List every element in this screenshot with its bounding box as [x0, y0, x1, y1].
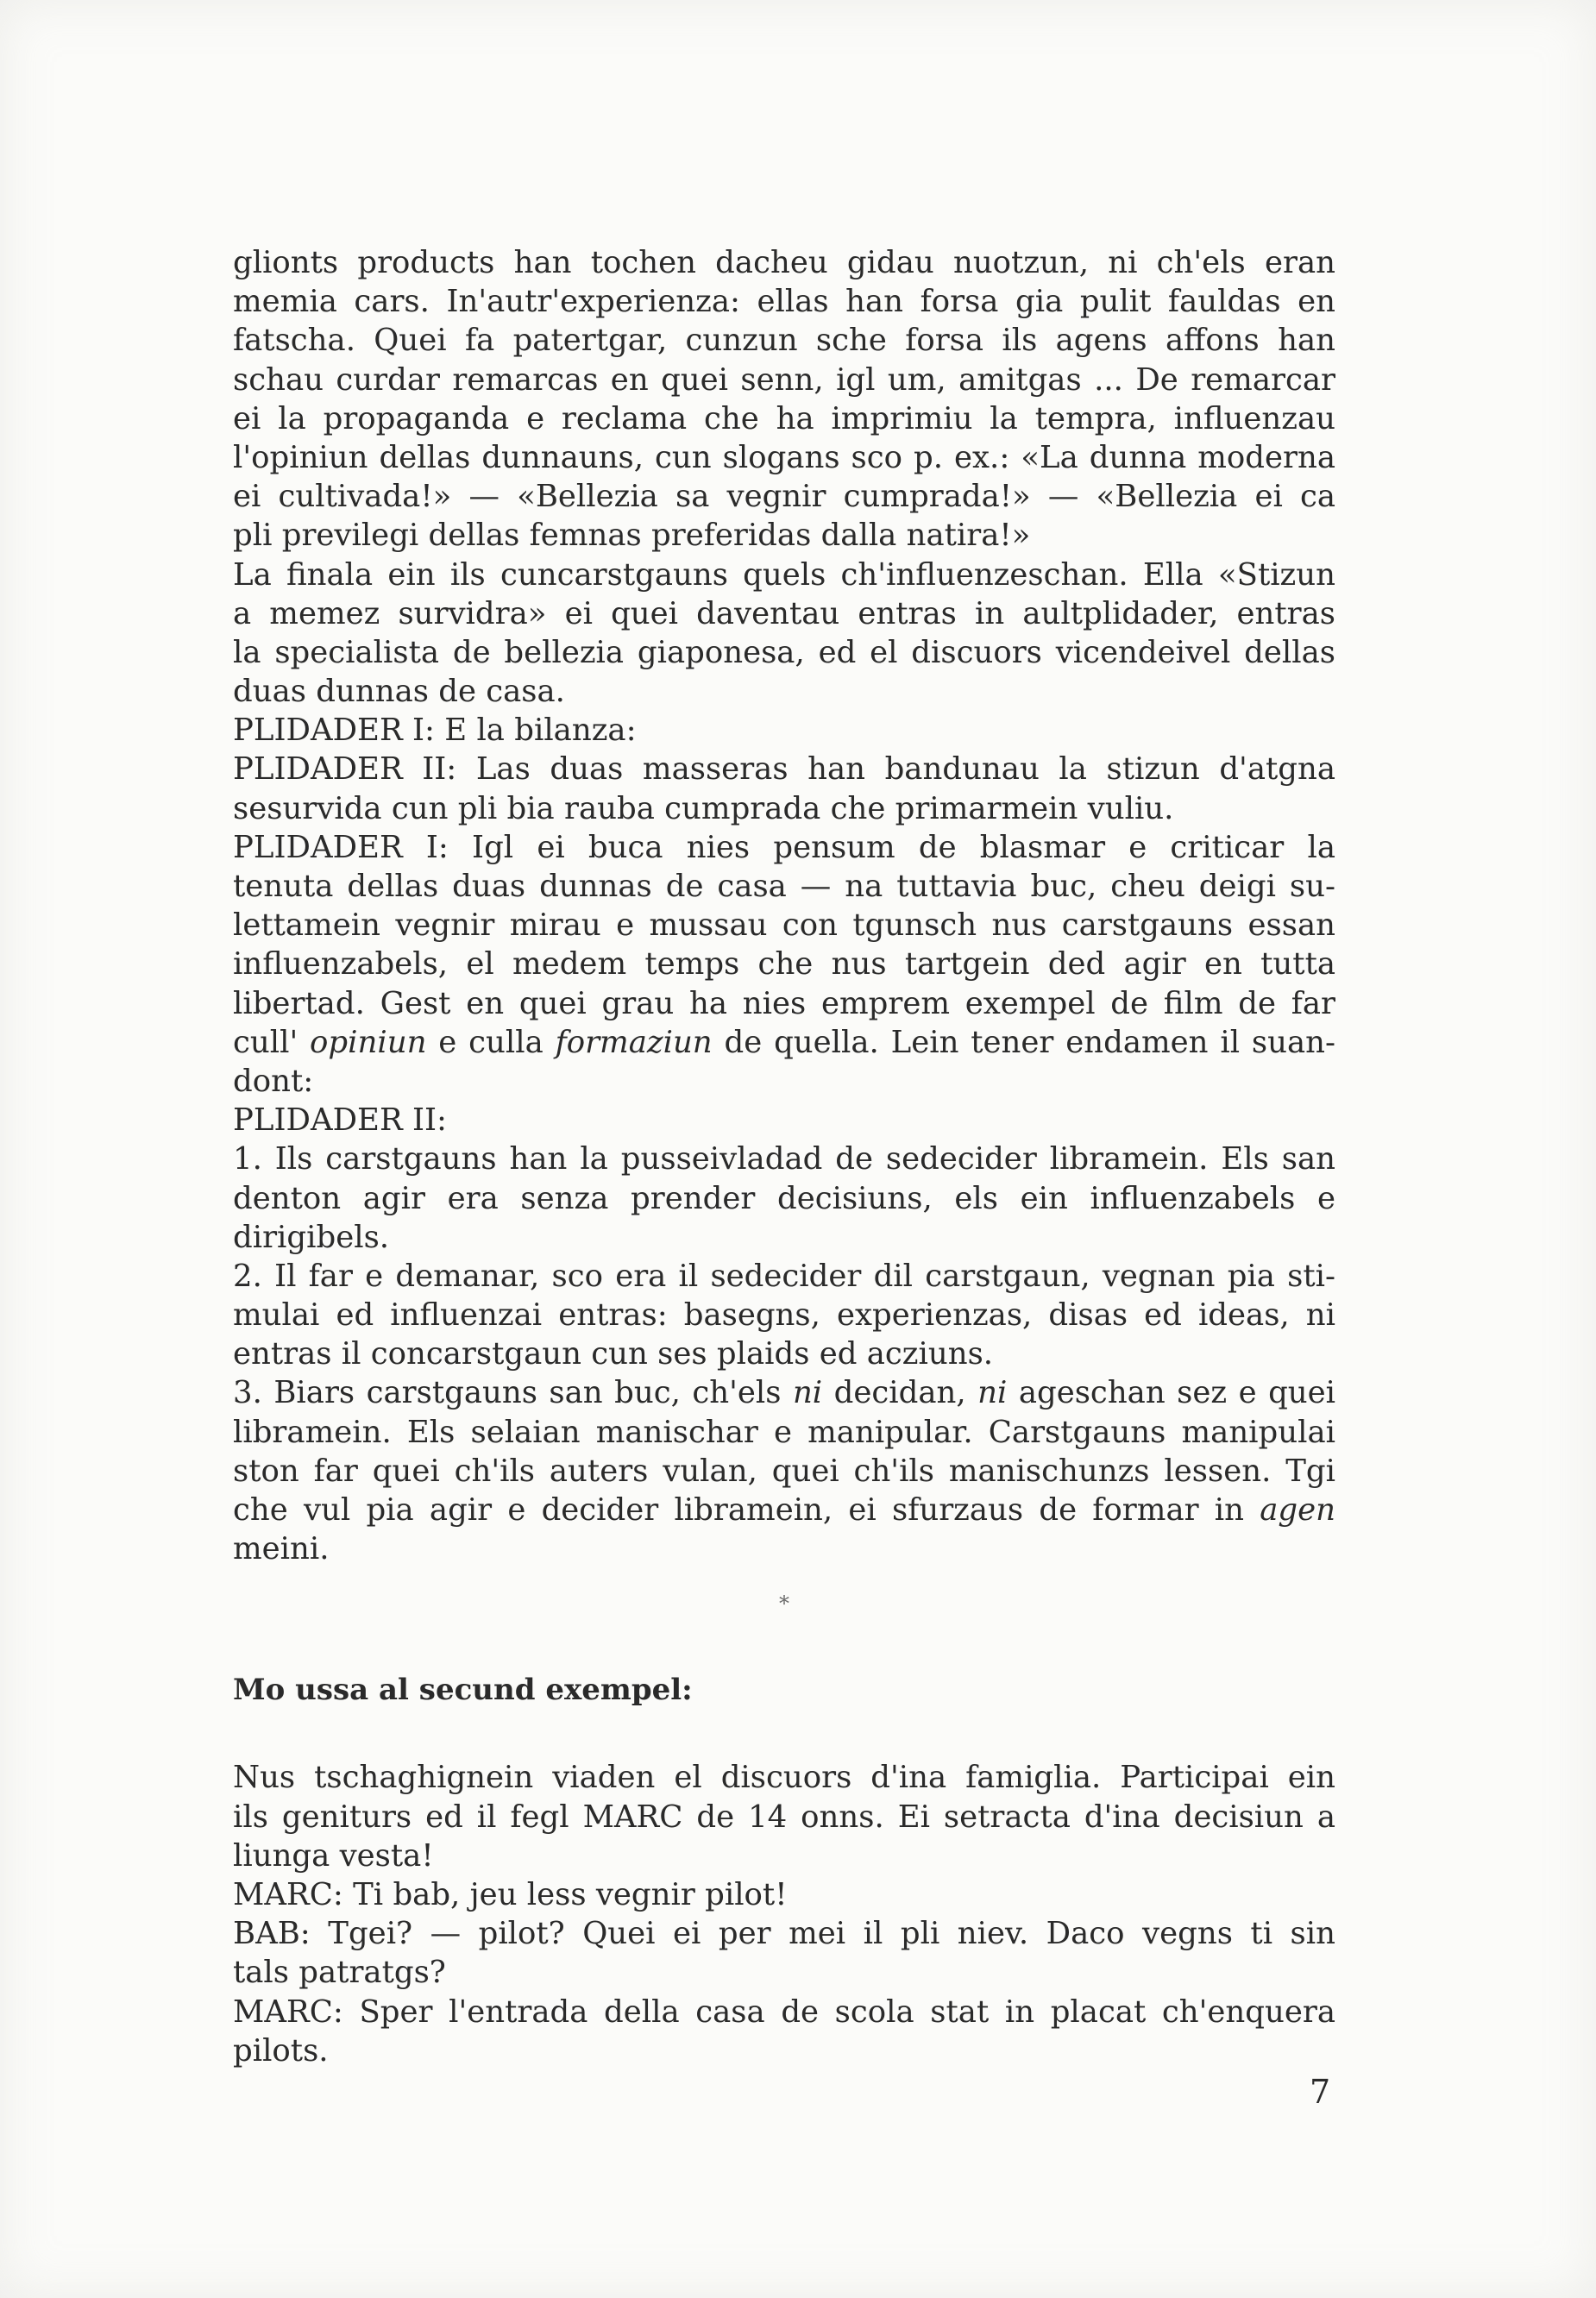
text-line: dont:: [233, 1063, 314, 1099]
text-line: [233, 1373, 1335, 1412]
dialogue-marc-2: [233, 1993, 1335, 2070]
text-line: liunga vesta!: [233, 1837, 434, 1874]
text-line: memia cars. In'autr'experienza: ellas han forsa gia pulit fauldas en: [233, 284, 1335, 320]
text-line: sesurvida cun pli bia rauba cumprada che primarmein vuliu.: [233, 790, 1174, 826]
text-line: PLIDADER II:: [233, 1102, 447, 1139]
text-line: pilots.: [233, 2032, 329, 2069]
text-span: decidan,: [822, 1375, 978, 1411]
paragraph-influence: [233, 556, 1335, 712]
numbered-point-3: [233, 1373, 1335, 1568]
text-line: PLIDADER II: Las duas masseras han bandunau la stizun d'atgna: [233, 751, 1335, 788]
text-line: tenuta dellas duas dunnas de casa — na tuttavia buc, cheu deigi su-: [233, 869, 1335, 904]
text-line: mulai ed influenzai entras: basegns, experienzas, disas ed ideas, ni: [233, 1297, 1335, 1334]
text-line: La finala ein ils cuncarstgauns quels ch'influenzeschan. Ella «Stizun: [233, 556, 1335, 593]
text-span: e culla: [426, 1024, 556, 1060]
text-line: libramein. Els selaian manischar e manipular. Carstgauns manipulai: [233, 1414, 1335, 1450]
text-line: PLIDADER I: E la bilanza:: [233, 713, 637, 749]
text-span: de quella. Lein tener endamen il suan-: [712, 1024, 1335, 1060]
dialogue-speaker-2-label: [233, 1101, 1335, 1140]
section-separator: *: [779, 1592, 789, 1617]
text-line: 2. Il far e demanar, sco era il sedecider dil carstgaun, vegnan pia sti-: [233, 1258, 1335, 1294]
text-line: BAB: Tgei? — pilot? Quei ei per mei il pli niev. Daco vegns ti sin: [233, 1916, 1335, 1952]
italic-term: opiniun: [310, 1024, 427, 1060]
paragraph-propaganda: [233, 243, 1335, 556]
text-line: Nus tschaghignein viaden el discuors d'ina famiglia. Participai ein: [233, 1760, 1335, 1796]
text-line: duas dunnas de casa.: [233, 674, 565, 710]
text-line: meini.: [233, 1531, 330, 1567]
text-span: ageschan sez e quei: [1007, 1375, 1336, 1411]
dialogue-speaker-2: [233, 750, 1335, 827]
paragraph-family: [233, 1758, 1335, 1875]
text-line: tals patratgs?: [233, 1955, 446, 1991]
text-line: libertad. Gest en quei grau ha nies emprem exempel de film de far: [233, 985, 1335, 1021]
section-heading: Mo ussa al secund exempel:: [233, 1673, 693, 1708]
dialogue-bab: [233, 1914, 1335, 1992]
numbered-point-1: [233, 1140, 1335, 1257]
document-body: [233, 243, 1335, 2070]
dialogue-speaker-1-long: [233, 828, 1335, 1101]
text-line: MARC: Sper l'entrada della casa de scola stat in placat ch'enquera: [233, 1993, 1335, 2030]
text-line: l'opiniun dellas dunnauns, cun slogans sco p. ex.: «La dunna moderna: [233, 439, 1335, 475]
text-line: ils geniturs ed il fegl MARC de 14 onns. Ei setracta d'ina decisiun a: [233, 1799, 1335, 1835]
text-span: 3. Biars carstgauns san buc, ch'els: [233, 1375, 793, 1411]
text-line: entras il concarstgaun cun ses plaids ed acziuns.: [233, 1336, 994, 1372]
text-line: 1. Ils carstgauns han la pusseivladad de sedecider libramein. Els san: [233, 1141, 1335, 1177]
numbered-point-2: [233, 1257, 1335, 1374]
text-line: la specialista de bellezia giaponesa, ed el discuors vicendeivel dellas: [233, 634, 1335, 670]
text-line: schau curdar remarcas en quei senn, igl um, amitgas ... De remarcar: [233, 361, 1335, 398]
text-line: fatscha. Quei fa patertgar, cunzun sche forsa ils agens affons han: [233, 323, 1335, 359]
italic-term: agen: [1260, 1492, 1335, 1528]
text-line: ston far quei ch'ils auters vulan, quei ch'ils manischunzs lessen. Tgi: [233, 1453, 1335, 1489]
text-line: glionts products han tochen dacheu gidau nuotzun, ni ch'els eran: [233, 245, 1335, 280]
text-span: cull': [233, 1024, 311, 1060]
text-line: ei cultivada!» — «Bellezia sa vegnir cumprada!» — «Bellezia ei ca: [233, 479, 1335, 515]
text-line: influenzabels, el medem temps che nus tartgein ded agir en tutta: [233, 946, 1335, 983]
text-line: ei la propaganda e reclama che ha imprimiu la tempra, influenzau: [233, 400, 1335, 436]
text-line: denton agir era senza prender decisiuns, els ein influenzabels e: [233, 1180, 1335, 1216]
page-number: 7: [1310, 2073, 1331, 2111]
text-line: a memez survidra» ei quei daventau entras in aultplidader, entras: [233, 595, 1335, 631]
text-line: [233, 1491, 1335, 1529]
text-line: [233, 1023, 1335, 1062]
text-span: che vul pia agir e decider libramein, ei sfurzaus de formar in: [233, 1492, 1260, 1528]
text-line: pli previlegi dellas femnas preferidas dalla natira!»: [233, 518, 1031, 554]
text-line: lettamein vegnir mirau e mussau con tgunsch nus carstgauns essan: [233, 907, 1335, 944]
text-line: PLIDADER I: Igl ei buca nies pensum de blasmar e criticar la: [233, 829, 1335, 865]
italic-term: formaziun: [555, 1024, 713, 1060]
text-line: dirigibels.: [233, 1219, 390, 1255]
italic-term: ni: [977, 1375, 1008, 1411]
dialogue-marc-1: [233, 1875, 1335, 1914]
italic-term: ni: [792, 1375, 823, 1411]
text-line: MARC: Ti bab, jeu less vegnir pilot!: [233, 1876, 788, 1912]
dialogue-speaker-1: [233, 711, 1335, 750]
